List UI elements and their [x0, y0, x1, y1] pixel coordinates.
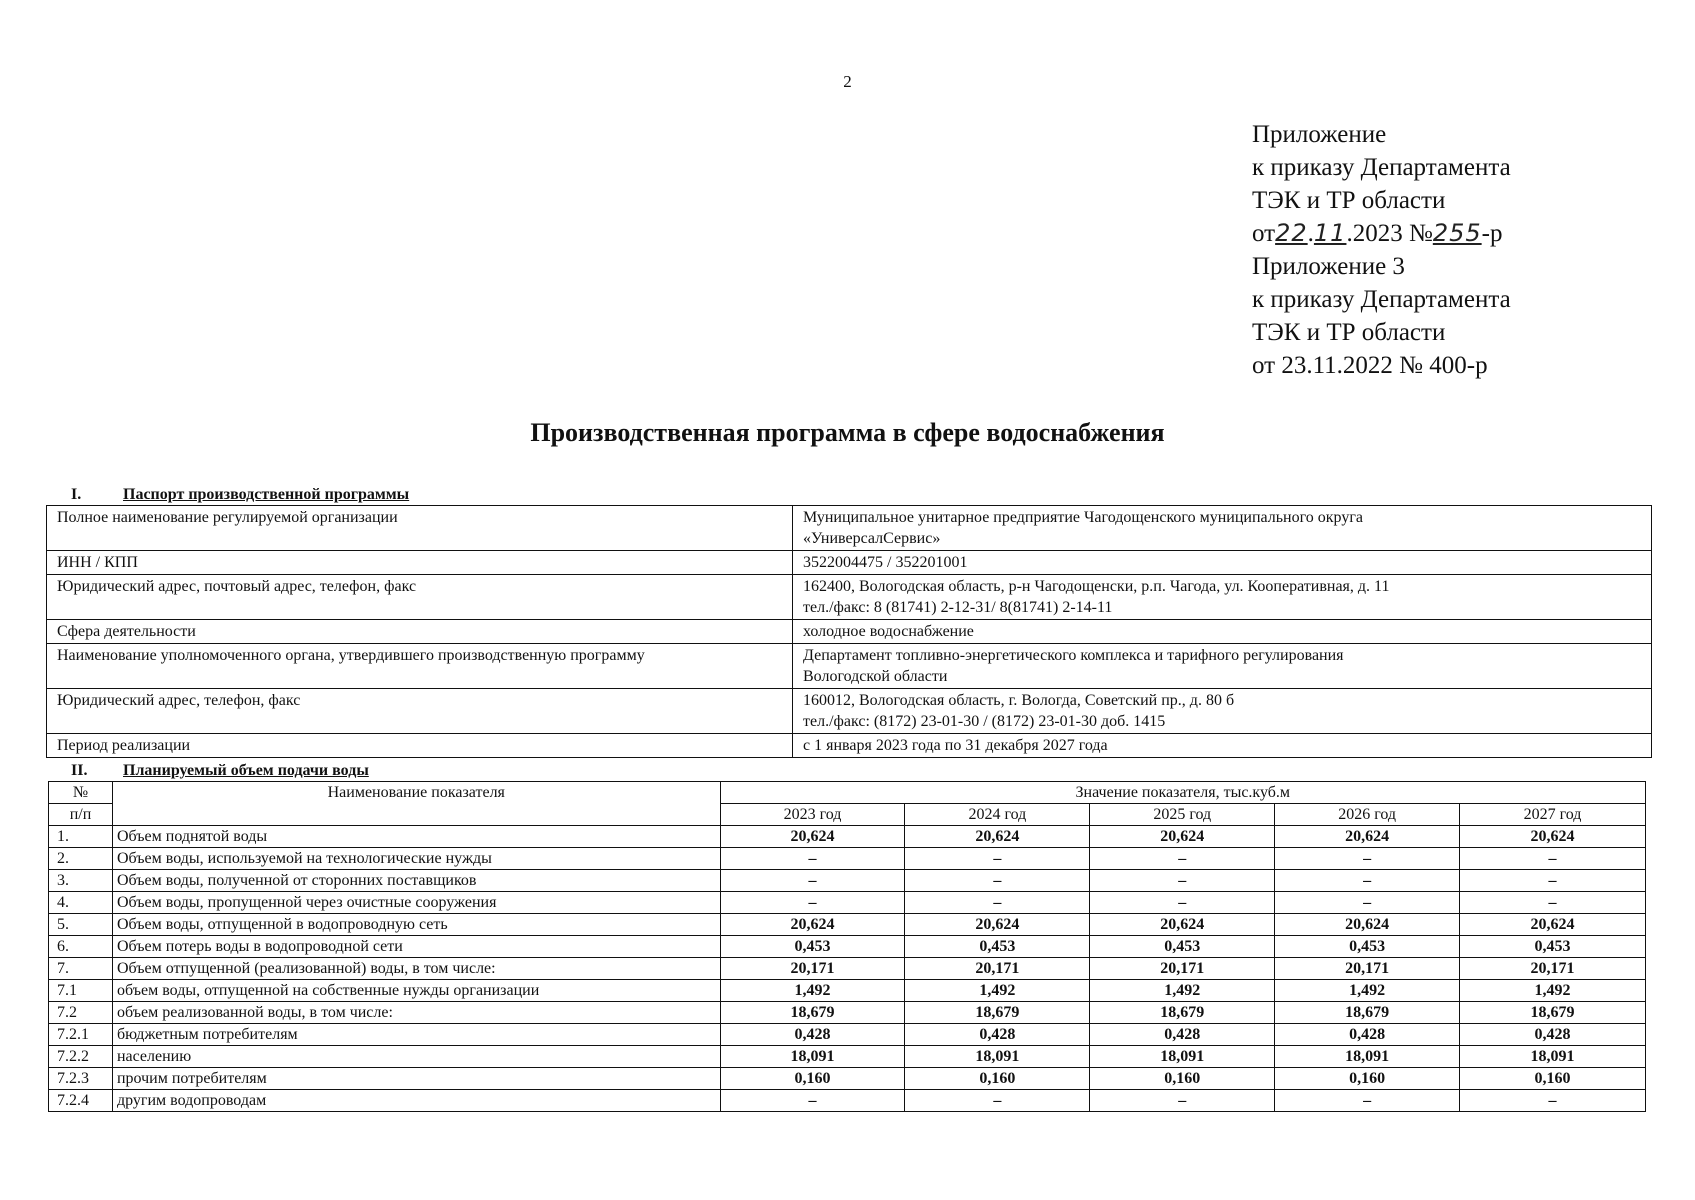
- row-value: 0,453: [905, 936, 1090, 958]
- passport-value-line: Департамент топливно-энергетического комплекса и тарифного регулирования: [803, 647, 1344, 664]
- row-value: –: [905, 1090, 1090, 1112]
- row-value: 18,091: [720, 1046, 905, 1068]
- passport-row: [47, 689, 1652, 734]
- table-row: [49, 892, 1646, 914]
- document-title: Производственная программа в сфере водоснабжения: [530, 418, 1165, 447]
- row-value: 0,428: [1275, 1024, 1460, 1046]
- passport-row: [47, 644, 1652, 689]
- row-number: 7.: [49, 958, 113, 980]
- row-indicator-name: бюджетным потребителям: [112, 1024, 720, 1046]
- passport-row: [47, 620, 1652, 644]
- table-row: [49, 1002, 1646, 1024]
- col-header-name: Наименование показателя: [112, 782, 720, 826]
- section-1-heading: [46, 486, 409, 504]
- col-header-num-bottom: п/п: [49, 804, 113, 826]
- appendix-line: к приказу Департамента: [1252, 154, 1511, 181]
- col-header-year: 2023 год: [720, 804, 905, 826]
- row-value: –: [1460, 870, 1646, 892]
- row-value: –: [905, 848, 1090, 870]
- passport-key: Наименование уполномоченного органа, утвердившего производственную программу: [47, 644, 793, 689]
- row-value: 18,679: [1460, 1002, 1646, 1024]
- col-header-num-top: №: [49, 782, 113, 804]
- passport-value-line: холодное водоснабжение: [803, 623, 974, 640]
- row-indicator-name: Объем воды, отпущенной в водопроводную сеть: [112, 914, 720, 936]
- row-number: 1.: [49, 826, 113, 848]
- row-value: 20,624: [1275, 914, 1460, 936]
- col-header-year: 2027 год: [1460, 804, 1646, 826]
- row-value: –: [1275, 1090, 1460, 1112]
- row-value: –: [1090, 848, 1275, 870]
- row-value: –: [1460, 892, 1646, 914]
- row-indicator-name: другим водопроводам: [112, 1090, 720, 1112]
- row-value: –: [720, 848, 905, 870]
- col-header-values: Значение показателя, тыс.куб.м: [720, 782, 1645, 804]
- passport-row: [47, 734, 1652, 758]
- row-value: 0,428: [720, 1024, 905, 1046]
- passport-key: Полное наименование регулируемой организации: [47, 506, 793, 551]
- row-value: 20,624: [1460, 826, 1646, 848]
- row-value: –: [720, 1090, 905, 1112]
- row-value: 1,492: [905, 980, 1090, 1002]
- row-indicator-name: прочим потребителям: [112, 1068, 720, 1090]
- row-value: 20,171: [1090, 958, 1275, 980]
- col-header-year: 2024 год: [905, 804, 1090, 826]
- row-value: 0,428: [1090, 1024, 1275, 1046]
- row-indicator-name: Объем воды, пропущенной через очистные сооружения: [112, 892, 720, 914]
- row-value: –: [1275, 892, 1460, 914]
- row-value: 20,171: [720, 958, 905, 980]
- passport-value-line: Муниципальное унитарное предприятие Чагодощенского муниципального округа: [803, 509, 1363, 526]
- handwritten-day: 22: [1275, 219, 1308, 247]
- row-value: –: [1275, 848, 1460, 870]
- row-indicator-name: Объем отпущенной (реализованной) воды, в том числе:: [112, 958, 720, 980]
- row-value: 20,171: [1460, 958, 1646, 980]
- row-indicator-name: Объем воды, используемой на технологические нужды: [112, 848, 720, 870]
- passport-value: [793, 506, 1652, 551]
- row-value: 0,160: [905, 1068, 1090, 1090]
- row-number: 7.1: [49, 980, 113, 1002]
- row-value: 0,453: [720, 936, 905, 958]
- row-number: 7.2.3: [49, 1068, 113, 1090]
- appendix-year: .2023 №: [1346, 220, 1433, 247]
- row-value: 0,160: [1460, 1068, 1646, 1090]
- section-title: Паспорт производственной программы: [123, 486, 410, 503]
- row-value: 0,453: [1460, 936, 1646, 958]
- appendix-block: [1252, 118, 1511, 382]
- row-value: –: [720, 870, 905, 892]
- row-value: 20,624: [1090, 826, 1275, 848]
- table-row: [49, 914, 1646, 936]
- row-value: 0,428: [905, 1024, 1090, 1046]
- row-value: 1,492: [1090, 980, 1275, 1002]
- row-value: 0,160: [1275, 1068, 1460, 1090]
- row-indicator-name: Объем потерь воды в водопроводной сети: [112, 936, 720, 958]
- water-volume-table: [48, 781, 1646, 1112]
- row-value: –: [905, 892, 1090, 914]
- row-value: 20,171: [905, 958, 1090, 980]
- row-value: 18,091: [1460, 1046, 1646, 1068]
- row-value: 18,679: [1090, 1002, 1275, 1024]
- row-value: 1,492: [1460, 980, 1646, 1002]
- passport-value: [793, 734, 1652, 758]
- row-value: –: [1090, 1090, 1275, 1112]
- passport-value-line: тел./факс: (8172) 23-01-30 / (8172) 23-01-30 доб. 1415: [803, 713, 1166, 730]
- row-value: –: [720, 892, 905, 914]
- row-indicator-name: Объем поднятой воды: [112, 826, 720, 848]
- passport-value: [793, 620, 1652, 644]
- row-indicator-name: объем реализованной воды, в том числе:: [112, 1002, 720, 1024]
- row-value: 20,624: [1090, 914, 1275, 936]
- row-value: 18,091: [1090, 1046, 1275, 1068]
- passport-value-line: «УниверсалСервис»: [803, 530, 941, 547]
- row-number: 5.: [49, 914, 113, 936]
- row-value: –: [1460, 848, 1646, 870]
- row-indicator-name: Объем воды, полученной от сторонних поставщиков: [112, 870, 720, 892]
- row-value: 20,624: [720, 826, 905, 848]
- row-value: 20,624: [905, 914, 1090, 936]
- row-number: 4.: [49, 892, 113, 914]
- row-value: 18,091: [905, 1046, 1090, 1068]
- row-value: 0,453: [1275, 936, 1460, 958]
- row-value: –: [1275, 870, 1460, 892]
- handwritten-order-number: 255: [1432, 219, 1482, 247]
- table-row: [49, 826, 1646, 848]
- row-number: 6.: [49, 936, 113, 958]
- passport-key: Юридический адрес, почтовый адрес, телефон, факс: [47, 575, 793, 620]
- passport-key: Период реализации: [47, 734, 793, 758]
- row-number: 7.2.1: [49, 1024, 113, 1046]
- table-row: [49, 848, 1646, 870]
- section-number: II.: [71, 762, 88, 779]
- appendix-line: ТЭК и ТР области: [1252, 319, 1446, 346]
- row-value: 1,492: [720, 980, 905, 1002]
- passport-key: Сфера деятельности: [47, 620, 793, 644]
- appendix-line: от 23.11.2022 № 400-р: [1252, 352, 1488, 379]
- table-row: [49, 1068, 1646, 1090]
- row-value: 18,679: [720, 1002, 905, 1024]
- appendix-line: Приложение 3: [1252, 253, 1405, 280]
- handwritten-month: 11: [1313, 219, 1347, 247]
- appendix-prefix: от: [1252, 220, 1276, 247]
- page-number: 2: [843, 72, 852, 91]
- passport-value: [793, 575, 1652, 620]
- passport-row: [47, 575, 1652, 620]
- passport-key: ИНН / КПП: [47, 551, 793, 575]
- row-value: 20,624: [905, 826, 1090, 848]
- col-header-year: 2025 год: [1090, 804, 1275, 826]
- row-value: 20,624: [720, 914, 905, 936]
- row-value: 18,679: [1275, 1002, 1460, 1024]
- row-value: 1,492: [1275, 980, 1460, 1002]
- date-separator: .: [1307, 220, 1314, 247]
- row-value: –: [1090, 892, 1275, 914]
- passport-value-line: тел./факс: 8 (81741) 2-12-31/ 8(81741) 2-14-11: [803, 599, 1113, 616]
- passport-value-line: 3522004475 / 352201001: [803, 554, 968, 571]
- row-value: 0,453: [1090, 936, 1275, 958]
- row-value: –: [1460, 1090, 1646, 1112]
- appendix-line: ТЭК и ТР области: [1252, 187, 1446, 214]
- table-row: [49, 1046, 1646, 1068]
- row-value: –: [1090, 870, 1275, 892]
- section-number: I.: [71, 486, 82, 503]
- passport-value: [793, 644, 1652, 689]
- appendix-suffix: -р: [1481, 220, 1503, 247]
- passport-value-line: 162400, Вологодская область, р-н Чагодощенски, р.п. Чагода, ул. Кооперативная, д. 11: [803, 578, 1390, 595]
- row-number: 7.2: [49, 1002, 113, 1024]
- row-value: –: [905, 870, 1090, 892]
- table-row: [49, 870, 1646, 892]
- row-number: 2.: [49, 848, 113, 870]
- row-indicator-name: объем воды, отпущенной на собственные нужды организации: [112, 980, 720, 1002]
- passport-table: [46, 505, 1652, 758]
- passport-value-line: 160012, Вологодская область, г. Вологда, Советский пр., д. 80 б: [803, 692, 1235, 709]
- passport-row: [47, 551, 1652, 575]
- passport-key: Юридический адрес, телефон, факс: [47, 689, 793, 734]
- row-value: 0,160: [720, 1068, 905, 1090]
- row-number: 7.2.2: [49, 1046, 113, 1068]
- passport-row: [47, 506, 1652, 551]
- table-row: [49, 936, 1646, 958]
- row-value: 20,624: [1460, 914, 1646, 936]
- row-indicator-name: населению: [112, 1046, 720, 1068]
- col-header-year: 2026 год: [1275, 804, 1460, 826]
- table-row: [49, 980, 1646, 1002]
- row-value: 20,624: [1275, 826, 1460, 848]
- row-value: 0,428: [1460, 1024, 1646, 1046]
- row-value: 18,091: [1275, 1046, 1460, 1068]
- passport-value: [793, 551, 1652, 575]
- table-row: [49, 1090, 1646, 1112]
- row-number: 7.2.4: [49, 1090, 113, 1112]
- section-title: Планируемый объем подачи воды: [123, 762, 369, 779]
- passport-value-line: Вологодской области: [803, 668, 948, 685]
- row-number: 3.: [49, 870, 113, 892]
- table-row: [49, 1024, 1646, 1046]
- table-row: [49, 958, 1646, 980]
- row-value: 20,171: [1275, 958, 1460, 980]
- row-value: 18,679: [905, 1002, 1090, 1024]
- appendix-order-date-line: [1252, 217, 1511, 250]
- appendix-line: Приложение: [1252, 121, 1387, 148]
- section-2-heading: [46, 762, 369, 780]
- appendix-line: к приказу Департамента: [1252, 286, 1511, 313]
- passport-value-line: с 1 января 2023 года по 31 декабря 2027 года: [803, 737, 1108, 754]
- passport-value: [793, 689, 1652, 734]
- row-value: 0,160: [1090, 1068, 1275, 1090]
